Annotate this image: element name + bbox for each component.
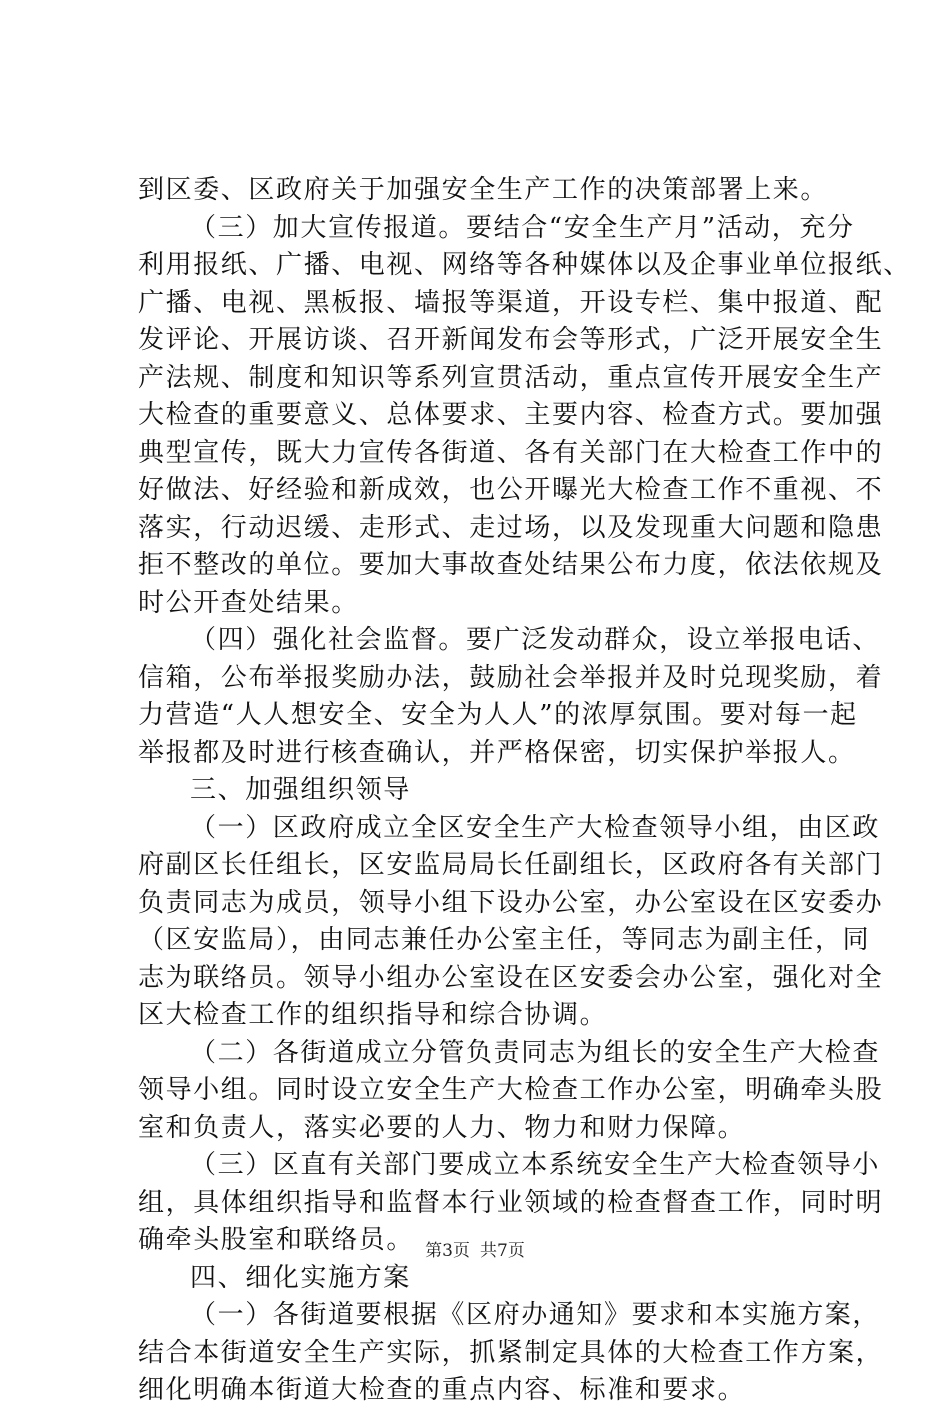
page-footer bbox=[0, 1236, 950, 1261]
text-line: （二）各街道成立分管负责同志为组长的安全生产大检查 bbox=[190, 1037, 881, 1068]
page-number: 第3页 bbox=[425, 1241, 470, 1261]
text-line: 区大检查工作的组织指导和综合协调。 bbox=[138, 1000, 608, 1030]
text-line: 发评论、开展访谈、召开新闻发布会等形式，广泛开展安全生 bbox=[138, 325, 884, 355]
text-line: 力营造“人人想安全、安全为人人”的浓厚氛围。要对每一起 bbox=[138, 700, 858, 730]
text-line: 组，具体组织指导和监督本行业领域的检查督查工作，同时明 bbox=[138, 1187, 884, 1218]
text-line: 室和负责人，落实必要的人力、物力和财力保障。 bbox=[138, 1112, 746, 1143]
text-line: （四）强化社会监督。要广泛发动群众，设立举报电话、 bbox=[190, 625, 881, 655]
text-line: 产法规、制度和知识等系列宣贯活动，重点宣传开展安全生产 bbox=[138, 362, 884, 393]
text-line: 利用报纸、广播、电视、网络等各种媒体以及企事业单位报纸、 bbox=[138, 250, 911, 280]
page-total: 共7页 bbox=[480, 1241, 525, 1261]
text-line: 四、细化实施方案 bbox=[190, 1262, 411, 1293]
text-line: 到区委、区政府关于加强安全生产工作的决策部署上来。 bbox=[138, 175, 829, 205]
text-line: 典型宣传，既大力宣传各街道、各有关部门在大检查工作中的 bbox=[138, 437, 884, 468]
text-line: （三）区直有关部门要成立本系统安全生产大检查领导小 bbox=[190, 1150, 881, 1180]
text-line: 志为联络员。领导小组办公室设在区安委会办公室，强化对全 bbox=[138, 962, 884, 993]
text-line: 确牵头股室和联络员。 bbox=[138, 1225, 415, 1255]
text-line: 大检查的重要意义、总体要求、主要内容、检查方式。要加强 bbox=[138, 400, 884, 430]
text-line: （一）各街道要根据《区府办通知》要求和本实施方案， bbox=[190, 1300, 881, 1330]
text-line: 负责同志为成员，领导小组下设办公室，办公室设在区安委办 bbox=[138, 887, 884, 918]
body-text bbox=[138, 172, 911, 1410]
text-line: 领导小组。同时设立安全生产大检查工作办公室，明确牵头股 bbox=[138, 1075, 884, 1105]
text-line: （一）区政府成立全区安全生产大检查领导小组，由区政 bbox=[190, 812, 881, 843]
text-line: 好做法、好经验和新成效，也公开曝光大检查工作不重视、不 bbox=[138, 475, 884, 505]
text-line: （三）加大宣传报道。要结合“安全生产月”活动，充分 bbox=[190, 212, 855, 243]
text-line: 拒不整改的单位。要加大事故查处结果公布力度，依法依规及 bbox=[138, 550, 884, 580]
text-line: 结合本街道安全生产实际，抓紧制定具体的大检查工作方案， bbox=[138, 1337, 884, 1368]
text-line: 细化明确本街道大检查的重点内容、标准和要求。 bbox=[138, 1375, 746, 1405]
text-line: 府副区长任组长，区安监局局长任副组长，区政府各有关部门 bbox=[138, 850, 884, 880]
text-line: 举报都及时进行核查确认，并严格保密，切实保护举报人。 bbox=[138, 737, 856, 768]
text-line: 信箱，公布举报奖励办法，鼓励社会举报并及时兑现奖励，着 bbox=[138, 662, 884, 693]
text-line: 时公开查处结果。 bbox=[138, 587, 359, 618]
text-line: 三、加强组织领导 bbox=[190, 775, 411, 805]
text-line: 落实，行动迟缓、走形式、走过场，以及发现重大问题和隐患 bbox=[138, 512, 884, 543]
text-line: （区安监局），由同志兼任办公室主任，等同志为副主任，同 bbox=[138, 925, 871, 955]
text-line: 广播、电视、黑板报、墙报等渠道，开设专栏、集中报道、配 bbox=[138, 287, 884, 318]
